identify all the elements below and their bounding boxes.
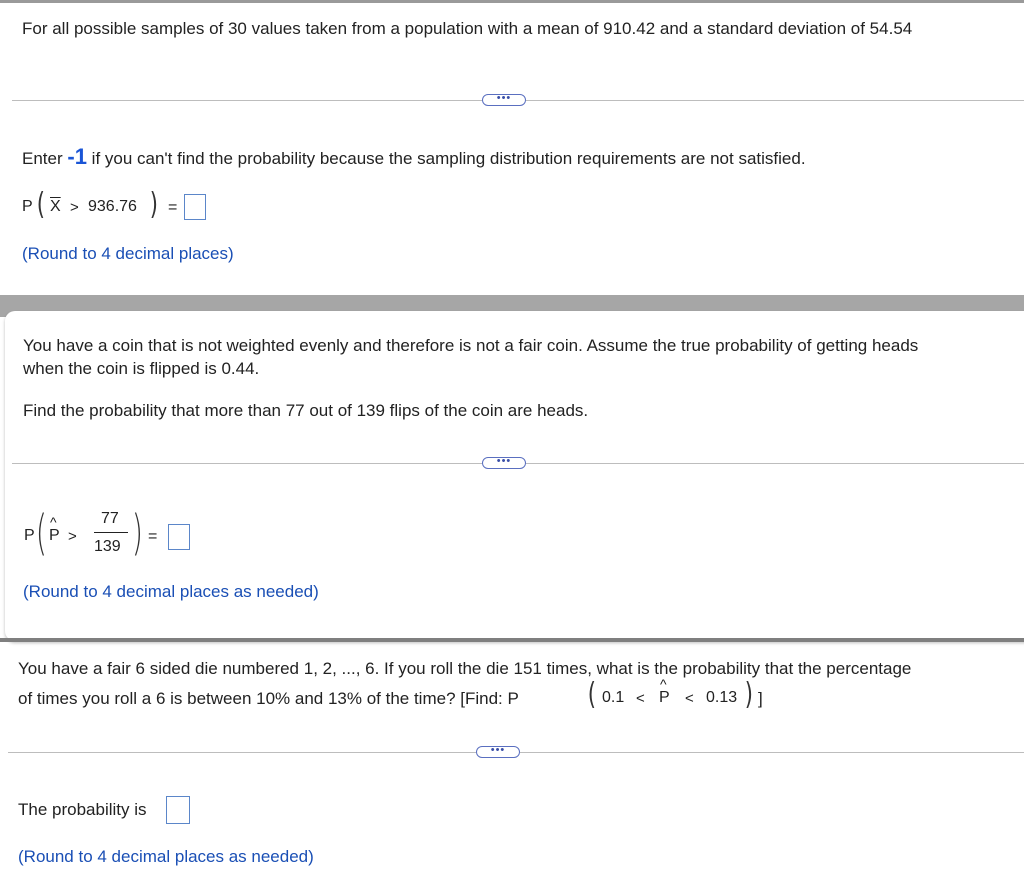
q1-close-paren: ) [149,187,158,222]
q2-expr-equals: = [148,528,158,545]
q1-more-button[interactable]: ••• [482,94,526,106]
q1-expr-p: P [22,198,33,215]
q1-hint: (Round to 4 decimal places) [22,244,234,263]
top-border [0,0,1024,3]
q3-open-paren: ( [587,677,596,712]
q2-open-paren: ( [35,505,47,561]
q3-expr-phat: P [659,689,670,706]
q2-prompt-line2: when the coin is flipped is 0.44. [23,359,260,378]
question-separator [0,638,1024,642]
q3-expr-low: 0.1 [602,689,625,706]
q1-enter-value: -1 [67,144,87,169]
q2-expr-p: P [24,527,35,544]
q2-numerator: 77 [101,510,119,527]
q3-divider-right [520,752,1024,753]
q1-expr-equals: = [168,199,178,216]
q3-hat-icon: ^ [660,676,667,692]
q1-enter-suffix: if you can't find the probability because the sampling distribution requirements are not satisfied. [91,149,806,168]
q3-hint: (Round to 4 decimal places as needed) [18,847,314,866]
q1-expr-op: > [70,199,79,216]
q2-more-button[interactable]: ••• [482,457,526,469]
q3-prompt-line2-start: of times you roll a 6 is between 10% and 13% of the time? [Find: P [18,689,519,708]
q2-prompt-line1: You have a coin that is not weighted evenly and therefore is not a fair coin. Assume the true probability of getting heads [23,336,919,355]
q1-divider-right [526,100,1024,101]
q2-fraction-bar [94,532,128,533]
q1-open-paren: ( [36,187,45,222]
q2-divider-right [526,463,1024,464]
q3-more-button[interactable]: ••• [476,746,520,758]
q1-expr-value: 936.76 [88,198,137,215]
q3-prompt-line1: You have a fair 6 sided die numbered 1, 2, ..., 6. If you roll the die 151 times, what is the probability that the percentage [18,659,912,678]
q3-answer-label: The probability is [18,800,147,819]
q1-prompt: For all possible samples of 30 values taken from a population with a mean of 910.42 and a standard deviation of 54.54 [22,19,913,38]
q3-expr-lt2: < [685,690,694,707]
q1-answer-input[interactable] [184,194,206,220]
q1-expr-xbar: $\overline{X}$ [50,198,61,215]
q2-denominator: 139 [94,538,121,555]
q2-divider-left [12,463,482,464]
question-1-panel [0,0,1024,295]
q1-enter-prefix: Enter [22,149,63,168]
q2-expr-op: > [68,528,77,545]
q2-task: Find the probability that more than 77 out of 139 flips of the coin are heads. [23,401,589,420]
q3-expr-high: 0.13 [706,689,738,706]
q2-hint: (Round to 4 decimal places as needed) [23,582,319,601]
q2-close-paren: ) [131,505,143,561]
q1-divider-left [12,100,482,101]
q3-close-paren: ) [744,677,753,712]
q2-hat-icon: ^ [50,514,57,530]
q3-divider-left [8,752,476,753]
q1-enter-instruction [22,146,806,170]
q3-answer-input[interactable] [166,796,190,824]
q3-prompt-line2-end: ] [758,689,763,708]
q2-expr-phat: P [49,527,60,544]
q3-expr-lt1: < [636,690,645,707]
q2-answer-input[interactable] [168,524,190,550]
